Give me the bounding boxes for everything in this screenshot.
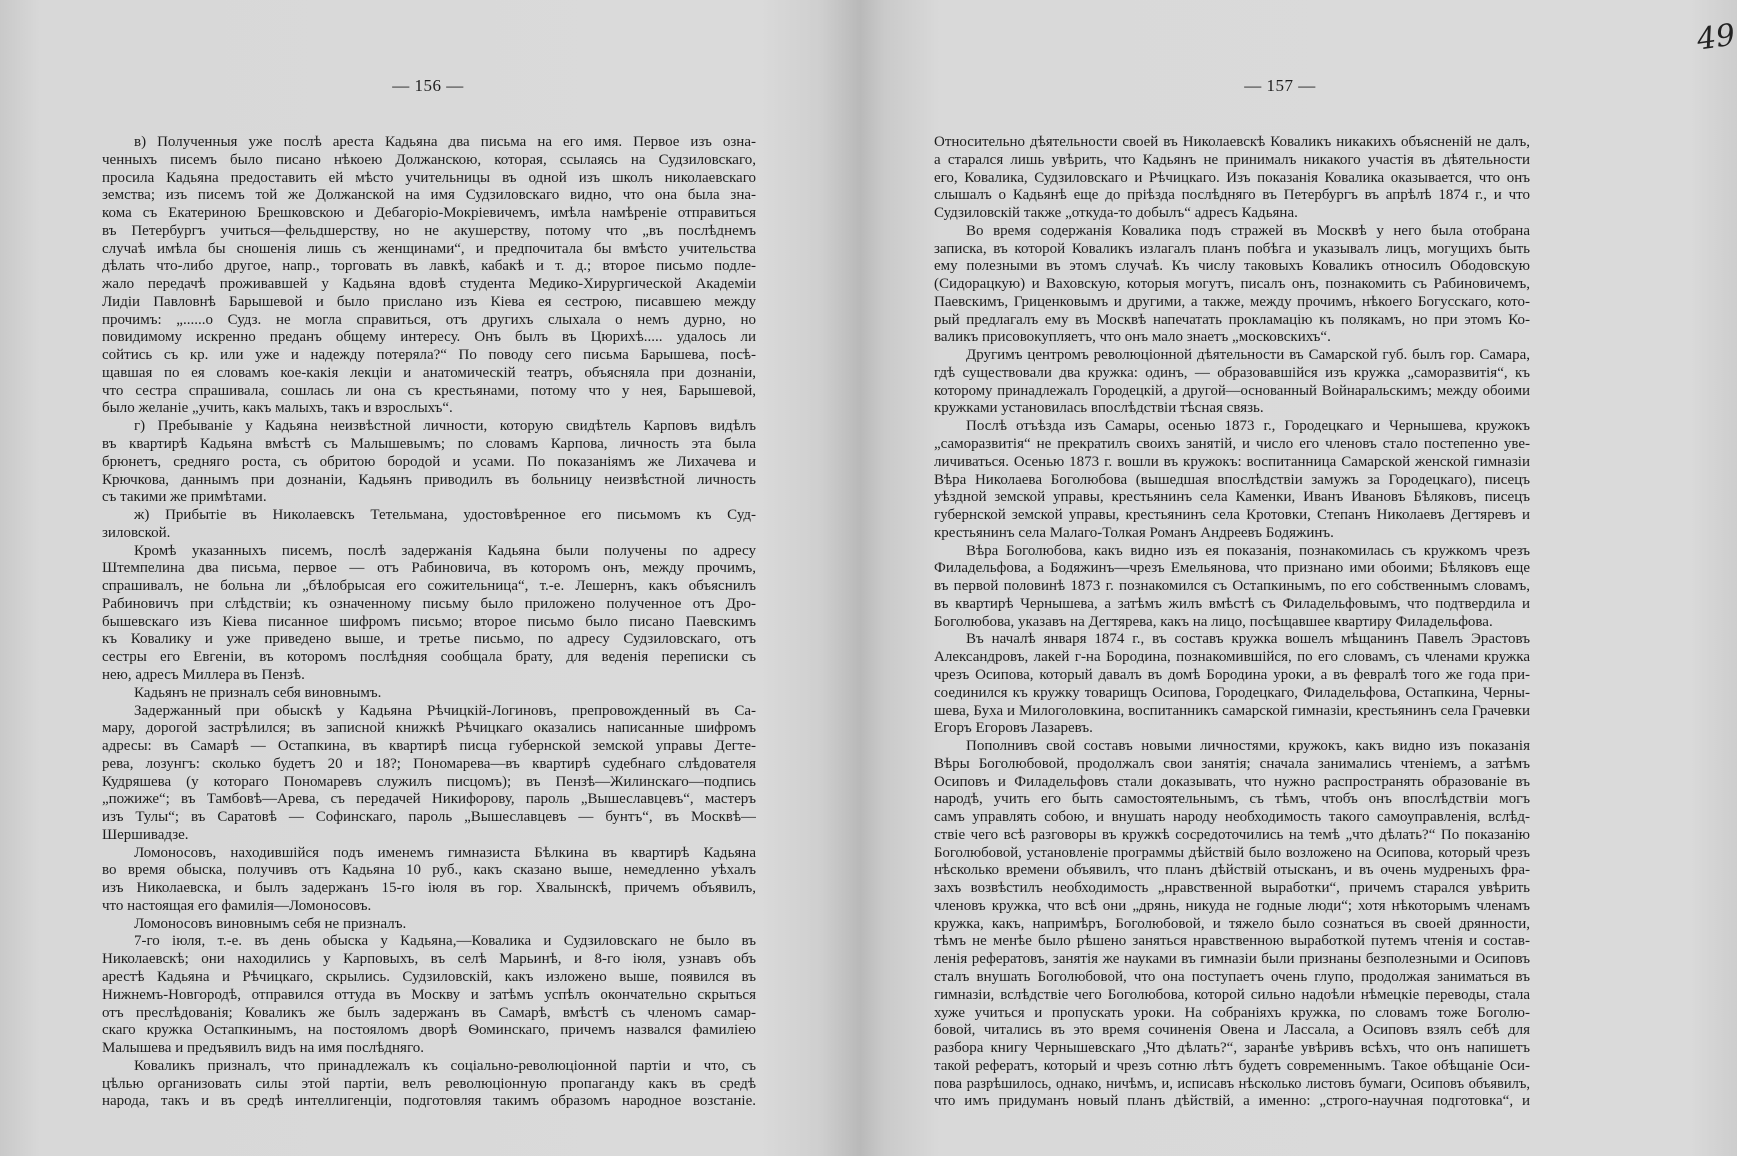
text-line: рый предлагалъ ему въ Москвѣ напечатать прокламацiю къ полякамъ, но при этомъ Ко- <box>934 311 1530 328</box>
text-line: отъ преслѣдованiя; Коваликъ же былъ задержанъ въ Самарѣ, вмѣстѣ съ членомъ самар- <box>102 1004 756 1021</box>
text-line: валикъ присовокупляетъ, что онъ мало знаетъ „московскихъ“. <box>934 329 1331 346</box>
text-line: Вѣры Боголюбовой, продолжалъ свои занятiя; сначала занимались чтенiемъ, а затѣмъ <box>934 755 1530 772</box>
text-line: Вѣра Боголюбова, какъ видно изъ ея показанiя, познакомилась съ кружкомъ чрезъ <box>966 542 1530 559</box>
text-line: арестѣ Кадьяна и Рѣчицкаго, скрылись. Судзиловскiй, какъ изложено выше, появился въ <box>102 968 756 985</box>
text-line: Въ началѣ января 1874 г., въ составъ кружка вошелъ мѣщанинъ Павелъ Эрастовъ <box>966 631 1530 648</box>
text-line: ж) Прибытiе въ Николаевскъ Тетельмана, удостовѣренное его письмомъ къ Суд- <box>134 507 756 524</box>
text-line: кружка, какъ, напримѣръ, Боголюбовой, и тяжело было сознаться въ своей дрянности, <box>934 915 1530 932</box>
text-line: Ломоносовъ, находившiйся подъ именемъ гимназиста Бѣлкина въ квартирѣ Кадьяна <box>134 844 756 861</box>
text-line: бовой, читались въ это время сочиненiя Овена и Лассала, а Осиповъ взялъ себѣ для <box>934 1022 1530 1039</box>
text-line: во время обыска, получивъ отъ Кадьяна 10 руб., какъ сказано выше, немедленно уѣхалъ <box>102 862 756 879</box>
text-line: ленiя рефератовъ, занятiя же науками въ гимназiи были признаны безполезными и Осиповъ <box>934 951 1530 968</box>
text-line: (Сидорацкую) и Ваховскую, которыя могутъ, писалъ онъ, познакомить съ Рабиновичемъ, <box>934 276 1530 293</box>
paragraph <box>102 916 756 934</box>
right-page <box>868 0 1737 1156</box>
text-line: записка, въ которой Коваликъ излагалъ планъ побѣга и указывалъ лицъ, могущихъ быть <box>934 240 1530 257</box>
text-line: членовъ кружка, что всѣ они „дрянь, никуда не годные люди“; хотя нѣкоторымъ членамъ <box>934 897 1530 914</box>
page-number: — 156 — <box>392 76 464 95</box>
text-line: Паевскимъ, Гриценковымъ и другими, а также, между прочимъ, нѣкоего Богусскаго, кото- <box>934 293 1530 310</box>
paragraph <box>102 933 756 1057</box>
text-line: захъ возвѣстилъ необходимость „нравственной выработки“, причемъ старался увѣрить <box>934 880 1530 897</box>
text-line: 7-го iюля, т.-е. въ день обыска у Кадьяна,—Ковалика и Судзиловскаго не было въ <box>134 933 756 950</box>
text-line: которому принадлежалъ Городецкiй, а другой—основанный Войнаральскимъ; между обоими <box>934 382 1530 399</box>
text-line: „саморазвитiя“ не прекратилъ своихъ занятiй, и число его членовъ стало постепенно уве- <box>934 436 1530 453</box>
text-line: прочимъ: „......о Судз. не могла справиться, отъ другихъ слыхала о немъ дурно, но <box>102 311 756 328</box>
text-line: Боголюбова, указавъ на Дегтярева, какъ на лицо, посѣщавшее квартиру Филадельфова. <box>934 613 1493 630</box>
text-line: г) Пребыванiе у Кадьяна неизвѣстной личности, которую свидѣтель Карповъ видѣлъ <box>134 418 756 435</box>
paragraph <box>102 543 756 685</box>
text-line: къ Ковалику и уже приведено выше, и третье письмо, по адресу Судзиловскаго, отъ <box>102 631 756 648</box>
text-line: Александровъ, лакей г-на Бородина, познакомившiйся, по его словамъ, съ членами кружка <box>934 649 1530 666</box>
text-line: зиловской. <box>102 524 171 541</box>
text-line: случаѣ имѣла бы сношенiя лишь съ женщинами“, и предпочитала бы вмѣсто учительства <box>102 240 756 257</box>
text-line: просила Кадьяна предоставить ей мѣсто учительницы въ одной изъ школъ николаевскаго <box>102 169 756 186</box>
paragraph <box>934 418 1530 542</box>
text-line: щавшая по ея словамъ кое-какiя лекцiи и анатомическiй театръ, объясняла при дознанiи, <box>102 364 756 381</box>
text-line: сталъ внушать Боголюбовой, что она поступаетъ очень глупо, продолжая заниматься въ <box>934 968 1530 985</box>
paragraph <box>102 845 756 916</box>
text-line: Во время содержанiя Ковалика подъ стражей въ Москвѣ у него была отобрана <box>966 222 1530 239</box>
text-line: ему полезными въ этомъ случаѣ. Къ числу таковыхъ Коваликъ относилъ Ободовскую <box>934 258 1530 275</box>
text-line: гдѣ существовали два кружка: одинъ, — образовавшiйся изъ кружка „саморазвитiя“, къ <box>934 364 1530 381</box>
paragraph <box>934 631 1530 738</box>
paragraph <box>934 223 1530 347</box>
text-line: его, Ковалика, Судзиловскаго и Рѣчицкаго. Изъ показанiя Ковалика оказывается, что онъ <box>934 169 1530 186</box>
text-line: сойтись съ кр. или уже и надежду потеряла?“ По поводу сего письма Барышева, посѣ- <box>102 347 756 364</box>
text-line: Осиповъ и Филадельфовъ стали доказывать, что нужно распространять образованiе въ <box>934 773 1530 790</box>
text-line: рева, лозунгъ: сколько будетъ 20 и 18?; Пономарева—въ квартирѣ судебнаго слѣдователя <box>102 755 756 772</box>
text-line: изъ Тулы“; въ Саратовѣ — Софинскаго, пароль „Вышеславцевъ — бунтъ“, въ Москвѣ— <box>102 809 756 826</box>
text-line: Лидiи Павловнѣ Барышевой и было прислано изъ Кiева ея сестрою, писавшею между <box>102 293 756 310</box>
text-line: цѣлью организовать силы этой партiи, велъ революцiонную пропаганду какъ въ средѣ <box>102 1075 756 1092</box>
text-line: Егоръ Егоровъ Лазаревъ. <box>934 720 1093 737</box>
text-line: а старался лишь увѣрить, что Кадьянъ не принималъ никакого участiя въ дѣятельности <box>934 151 1530 168</box>
text-line: „пожиже“; въ Тамбовѣ—Арева, съ передачей Никифорову, пароль „Вышеславцевъ“, мастеръ <box>102 791 756 808</box>
text-line: в) Полученныя уже послѣ ареста Кадьяна два письма на его имя. Первое изъ озна- <box>134 134 756 150</box>
text-line: пова разрѣшилось, однако, ничѣмъ, и, исписавъ нѣсколько листовъ бумаги, Осиповъ объявилъ, <box>934 1075 1530 1092</box>
text-line: Послѣ отъѣзда изъ Самары, осенью 1873 г., Городецкаго и Чернышева, кружокъ <box>966 418 1530 435</box>
text-line: нѣсколько времени объявилъ, что планъ дѣйствiй отысканъ, и въ очень мудреныхъ фра- <box>934 862 1530 879</box>
text-line: Николаевскѣ; они находились у Карповыхъ, въ селѣ Марьинѣ, и 8-го iюля, узнавъ объ <box>102 951 756 968</box>
handwritten-page-mark: 49 <box>1694 17 1737 58</box>
page-text <box>934 134 1530 1111</box>
text-line: въ Петербургъ учиться—фельдшерству, но не акушерству, потому что „въ послѣднемъ <box>102 222 756 239</box>
page-text <box>102 134 756 1111</box>
text-line: Шершивадзе. <box>102 826 189 843</box>
text-line: Пополнивъ свой составъ новыми личностями, кружокъ, какъ видно изъ показанiя <box>966 738 1530 755</box>
text-line: разбора книгу Чернышевскаго „Что дѣлать?“, заранѣе увѣривъ всѣхъ, что онъ напишетъ <box>934 1040 1530 1057</box>
text-line: въ первой половинѣ 1873 г. познакомился съ Остапкинымъ, по его собственнымъ словамъ, <box>934 578 1530 595</box>
text-line: что сестра спрашивала, сошлась ли она съ крестьянами, потому что у нея, Барышевой, <box>102 382 756 399</box>
text-line: Малышева и предъявилъ видъ на имя послѣдняго. <box>102 1040 424 1057</box>
text-line: въ квартирѣ Чернышева, а затѣмъ жилъ вмѣстѣ съ Филадельфовымъ, что подтвердила и <box>934 595 1530 612</box>
text-line: тѣмъ не менѣе было рѣшено заняться нравственною выработкой путемъ чтенiя и состав- <box>934 933 1530 950</box>
text-line: Штемпелина два письма, первое — отъ Рабиновича, въ которомъ онъ, между прочимъ, <box>102 560 756 577</box>
text-line: адресы: въ Самарѣ — Остапкина, въ квартирѣ писца губернской земской управы Дегте- <box>102 738 756 755</box>
text-line: Кадьянъ не призналъ себя виновнымъ. <box>134 684 382 701</box>
text-line: жало передачѣ проживавшей у Кадьяна вдовѣ студента Медико-Хирургической Академiи <box>102 276 756 293</box>
text-line: личиваться. Осенью 1873 г. вошли въ кружокъ: воспитанница Самарской женской гимназiи <box>934 453 1530 470</box>
text-line: Вѣра Николаева Боголюбова (вышедшая впослѣдствiи замужъ за Городецкаго), писецъ <box>934 471 1530 488</box>
text-line: Относительно дѣятельности своей въ Николаевскѣ Коваликъ никакихъ объясненiй не далъ, <box>934 134 1530 150</box>
paragraph <box>934 543 1530 632</box>
paragraph <box>934 134 1530 223</box>
text-line: такой рефератъ, который и чрезъ сотню лѣтъ будетъ современнымъ. Такое обѣщанiе Оси- <box>934 1057 1530 1074</box>
text-line: земства; изъ писемъ той же Должанской на имя Судзиловскаго видно, что она была зна- <box>102 187 756 204</box>
text-line: мару, дорогой застрѣлился; въ записной книжкѣ Рѣчицкаго оказались написанные шифромъ <box>102 720 756 737</box>
text-line: Задержанный при обыскѣ у Кадьяна Рѣчицкiй-Логиновъ, препровожденный въ Са- <box>134 702 756 719</box>
text-line: Кромѣ указанныхъ писемъ, послѣ задержанiя Кадьяна были получены по адресу <box>134 542 756 559</box>
text-line: скаго кружка Остапкинымъ, на постояломъ дворѣ Ѳоминскаго, причемъ назвался фамилiею <box>102 1022 756 1039</box>
paragraph <box>102 703 756 845</box>
text-line: изъ Николаевска, и былъ задержанъ 15-го iюля въ гор. Хвалынскѣ, причемъ объявилъ, <box>102 880 756 897</box>
paragraph <box>102 418 756 507</box>
text-line: кома съ Екатериною Брешковскою и Дебагорiо-Мокрiевичемъ, имѣла намѣренiе отправиться <box>102 205 756 222</box>
text-line: кружками установилась впослѣдствiи тѣсная связь. <box>934 400 1264 417</box>
text-line: ствiе чего всѣ разговоры въ кружкѣ сосредоточились на темѣ „что дѣлать?“ По показанiю <box>934 826 1530 843</box>
text-line: сестры его Евгенiи, въ которомъ послѣдняя сообщала брату, для веденiя переписки съ <box>102 649 756 666</box>
text-line: Рабиновичъ при слѣдствiи; къ означенному письму было приложено полученное отъ Дро- <box>102 595 756 612</box>
text-line: что настоящая его фамилiя—Ломоносовъ. <box>102 897 372 914</box>
page-number: — 157 — <box>1244 76 1316 95</box>
text-line: крестьянинъ села Малаго-Толкая Романъ Андреевъ Бодяжинъ. <box>934 524 1334 541</box>
text-line: Крючкова, даннымъ при дознанiи, Кадьянъ приводилъ въ больницу неизвѣстной личность <box>102 471 756 488</box>
paragraph <box>102 134 756 418</box>
text-line: Другимъ центромъ революцiонной дѣятельности въ Самарской губ. былъ гор. Самара, <box>966 347 1530 364</box>
paragraph <box>934 347 1530 418</box>
text-line: Ломоносовъ виновнымъ себя не призналъ. <box>134 915 407 932</box>
paragraph <box>102 685 756 703</box>
text-line: хуже учиться и пропускать уроки. На собранiяхъ кружка, по словамъ тоже Боголю- <box>934 1004 1530 1021</box>
text-line: бышевскаго изъ Кiева писанное шифромъ письмо; второе письмо было писано Паевскимъ <box>102 613 756 630</box>
text-line: Филадельфова, а Бодяжинъ—чрезъ Емельянова, что признано ими обоими; Бѣляковъ еще <box>934 560 1530 577</box>
text-line: народа, такъ и въ средѣ интеллигенцiи, подготовляя такимъ образомъ народное возстанiе. <box>102 1093 756 1110</box>
text-line: нею, адресъ Миллера въ Пензѣ. <box>102 666 305 683</box>
text-line: уѣздной земской управы, крестьянинъ села Каменки, Иванъ Ивановъ Бѣляковъ, писецъ <box>934 489 1530 506</box>
text-line: было желанiе „учить, какъ малыхъ, такъ и взрослыхъ“. <box>102 400 453 417</box>
text-line: Кудряшева (у котораго Пономаревъ служилъ писцомъ); въ Пензѣ—Жилинскаго—подпись <box>102 773 756 790</box>
text-line: чрезъ Осипова, который давалъ въ домѣ Бородина уроки, а въ февралѣ того же года при- <box>934 666 1530 683</box>
text-line: брюнетъ, средняго роста, съ обритою бородой и усами. По показанiямъ же Лихачева и <box>102 453 756 470</box>
text-line: что имъ придуманъ новый планъ дѣйствiй, а именно: „строго-научная подготовка“, и <box>934 1093 1530 1110</box>
text-line: шева, Буха и Милоголовкина, воспитанникъ самарской гимназiи, крестьянинъ села Грачевки <box>934 702 1530 719</box>
text-line: съ такими же примѣтами. <box>102 489 267 506</box>
text-line: Судзиловскiй также „откуда-то добылъ“ адресъ Кадьяна. <box>934 205 1298 222</box>
text-line: Коваликъ призналъ, что принадлежалъ къ соцiально-революцiонной партiи и что, съ <box>134 1057 756 1074</box>
text-line: народѣ, учить его быть самостоятельнымъ, съ тѣмъ, чтобъ онъ впослѣдствiи могъ <box>934 791 1530 808</box>
text-line: повидимому искренно преданъ общему интересу. Онъ былъ въ Цюрихѣ..... удалось ли <box>102 329 756 346</box>
paragraph <box>102 1058 756 1111</box>
text-line: соединился къ кружку товарищъ Осипова, Городецкаго, Филадельфова, Остапкина, Черны- <box>934 684 1530 701</box>
text-line: ченныхъ писемъ было писано нѣкоею Должанскою, которая, ссылаясь на Судзиловскаго, <box>102 151 756 168</box>
text-line: гимназiи, вслѣдствiе чего Боголюбова, которой сильно надоѣли нѣмецкiе переводы, стала <box>934 986 1530 1003</box>
text-line: въ квартирѣ Кадьяна вмѣстѣ съ Малышевымъ; по словамъ Карпова, личность эта была <box>102 436 756 453</box>
text-line: самъ управлять собою, и внушать народу необходимость такого самоуправленiя, вслѣд- <box>934 809 1530 826</box>
text-line: спрашивалъ, не больна ли „бѣлобрысая его сожительница“, т.-е. Лешернъ, какъ объяснилъ <box>102 578 756 595</box>
text-line: Нижнемъ-Новгородѣ, отправился оттуда въ Москву и затѣмъ успѣлъ окончательно скрыться <box>102 986 756 1003</box>
text-line: губернской земской управы, крестьянинъ села Кротовки, Степанъ Николаевъ Дегтяревъ и <box>934 507 1530 524</box>
text-line: дѣлать что-либо другое, напр., торговать въ лавкѣ, кабакѣ и т. д.; второе письмо подле- <box>102 258 756 275</box>
paragraph <box>102 507 756 543</box>
text-line: Боголюбовой, установленiе программы дѣйствiй было возложено на Осипова, который чрезъ <box>934 844 1530 861</box>
text-line: слышалъ о Кадьянѣ еще до прiѣзда послѣдняго въ Петербургъ въ апрѣлѣ 1874 г., и что <box>934 187 1530 204</box>
paragraph <box>934 738 1530 1111</box>
left-page <box>0 0 868 1156</box>
